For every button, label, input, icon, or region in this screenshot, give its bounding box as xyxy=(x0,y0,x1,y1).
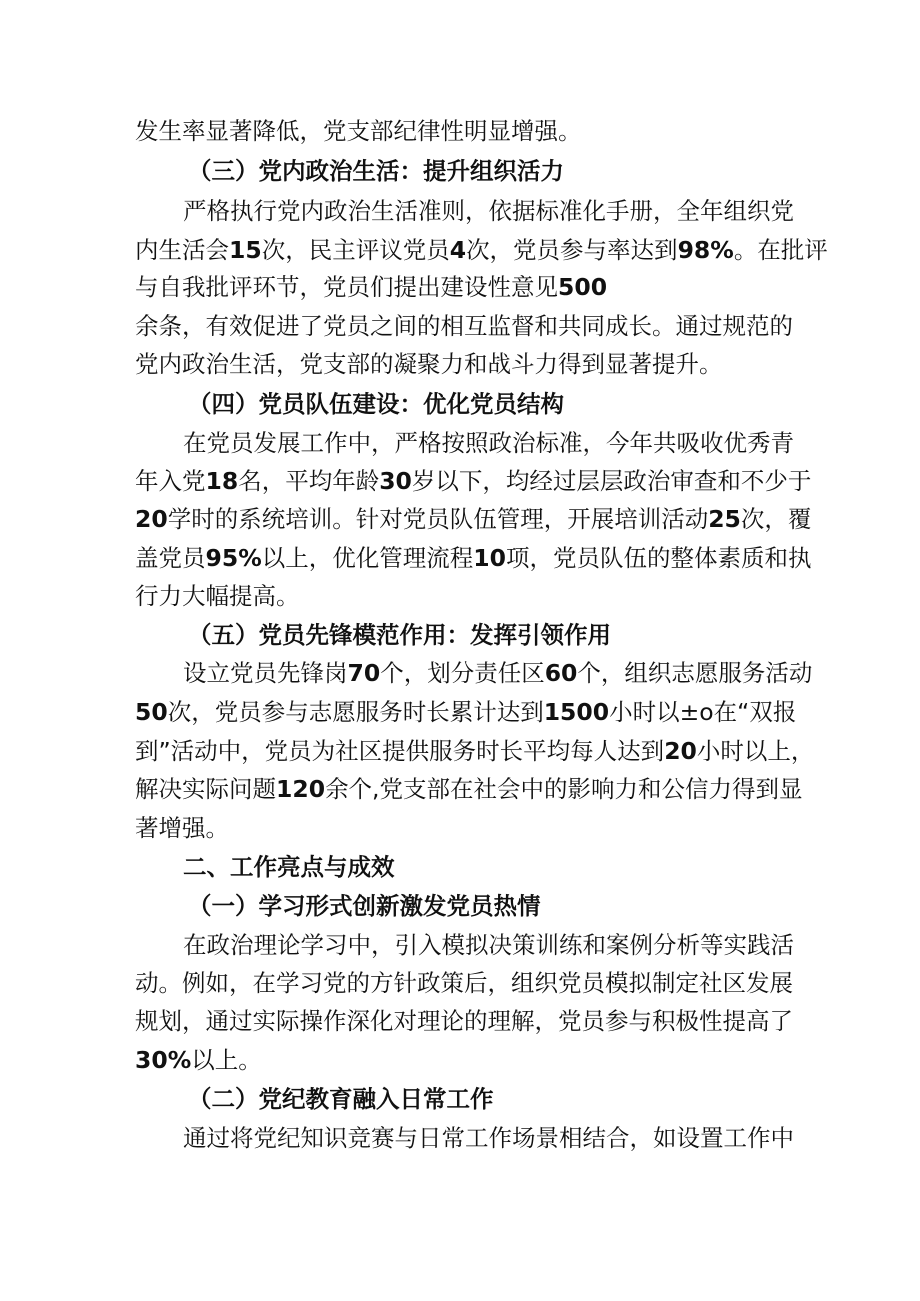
paragraph-line: 党内政治生活，党支部的凝聚力和战斗力得到显著提升。 xyxy=(135,350,723,378)
section-heading: （四）党员队伍建设：优化党员结构 xyxy=(188,390,564,418)
paragraph-line: 到”活动中，党员为社区提供服务时长平均每人达到20小时以上， xyxy=(135,737,815,765)
paragraph-line: 规划，通过实际操作深化对理论的理解，党员参与积极性提高了 xyxy=(135,1007,793,1035)
paragraph-line: 严格执行党内政治生活准则，依据标准化手册，全年组织党 xyxy=(183,197,794,225)
paragraph-line: 著增强。 xyxy=(135,814,229,842)
paragraph-line: 20学时的系统培训。针对党员队伍管理，开展培训活动25次，覆 xyxy=(135,505,812,533)
paragraph-line: 30%以上。 xyxy=(135,1046,262,1074)
paragraph-line: 年入党18名，平均年龄30岁以下，均经过层层政治审查和不少于 xyxy=(135,467,812,495)
paragraph-line: 发生率显著降低，党支部纪律性明显增强。 xyxy=(135,117,582,145)
paragraph-line: 在政治理论学习中，引入模拟决策训练和案例分析等实践活 xyxy=(183,931,794,959)
paragraph-line: 行力大幅提高。 xyxy=(135,582,300,610)
paragraph-line: 50次，党员参与志愿服务时长累计达到1500小时以±o在“双报 xyxy=(135,698,797,726)
chapter-heading: 二、工作亮点与成效 xyxy=(183,853,395,881)
paragraph-line: 在党员发展工作中，严格按照政治标准，今年共吸收优秀青 xyxy=(183,429,794,457)
paragraph-line: 与自我批评环节，党员们提出建设性意见500 xyxy=(135,273,608,301)
section-heading: （二）党纪教育融入日常工作 xyxy=(188,1085,494,1113)
paragraph-line: 通过将党纪知识竞赛与日常工作场景相结合，如设置工作中 xyxy=(183,1124,794,1152)
paragraph-line: 盖党员95%以上，优化管理流程10项，党员队伍的整体素质和执 xyxy=(135,544,812,572)
section-heading: （三）党内政治生活：提升组织活力 xyxy=(188,157,564,185)
section-heading: （五）党员先锋模范作用：发挥引领作用 xyxy=(188,621,611,649)
paragraph-line: 余条，有效促进了党员之间的相互监督和共同成长。通过规范的 xyxy=(135,312,793,340)
section-heading: （一）学习形式创新激发党员热情 xyxy=(188,892,541,920)
paragraph-line: 设立党员先锋岗70个，划分责任区60个，组织志愿服务活动 xyxy=(183,659,813,687)
paragraph-line: 解决实际问题120余个,党支部在社会中的影响力和公信力得到显 xyxy=(135,775,803,803)
paragraph-line: 内生活会15次，民主评议党员4次，党员参与率达到98%。在批评 xyxy=(135,236,828,264)
paragraph-line: 动。例如，在学习党的方针政策后，组织党员模拟制定社区发展 xyxy=(135,969,793,997)
